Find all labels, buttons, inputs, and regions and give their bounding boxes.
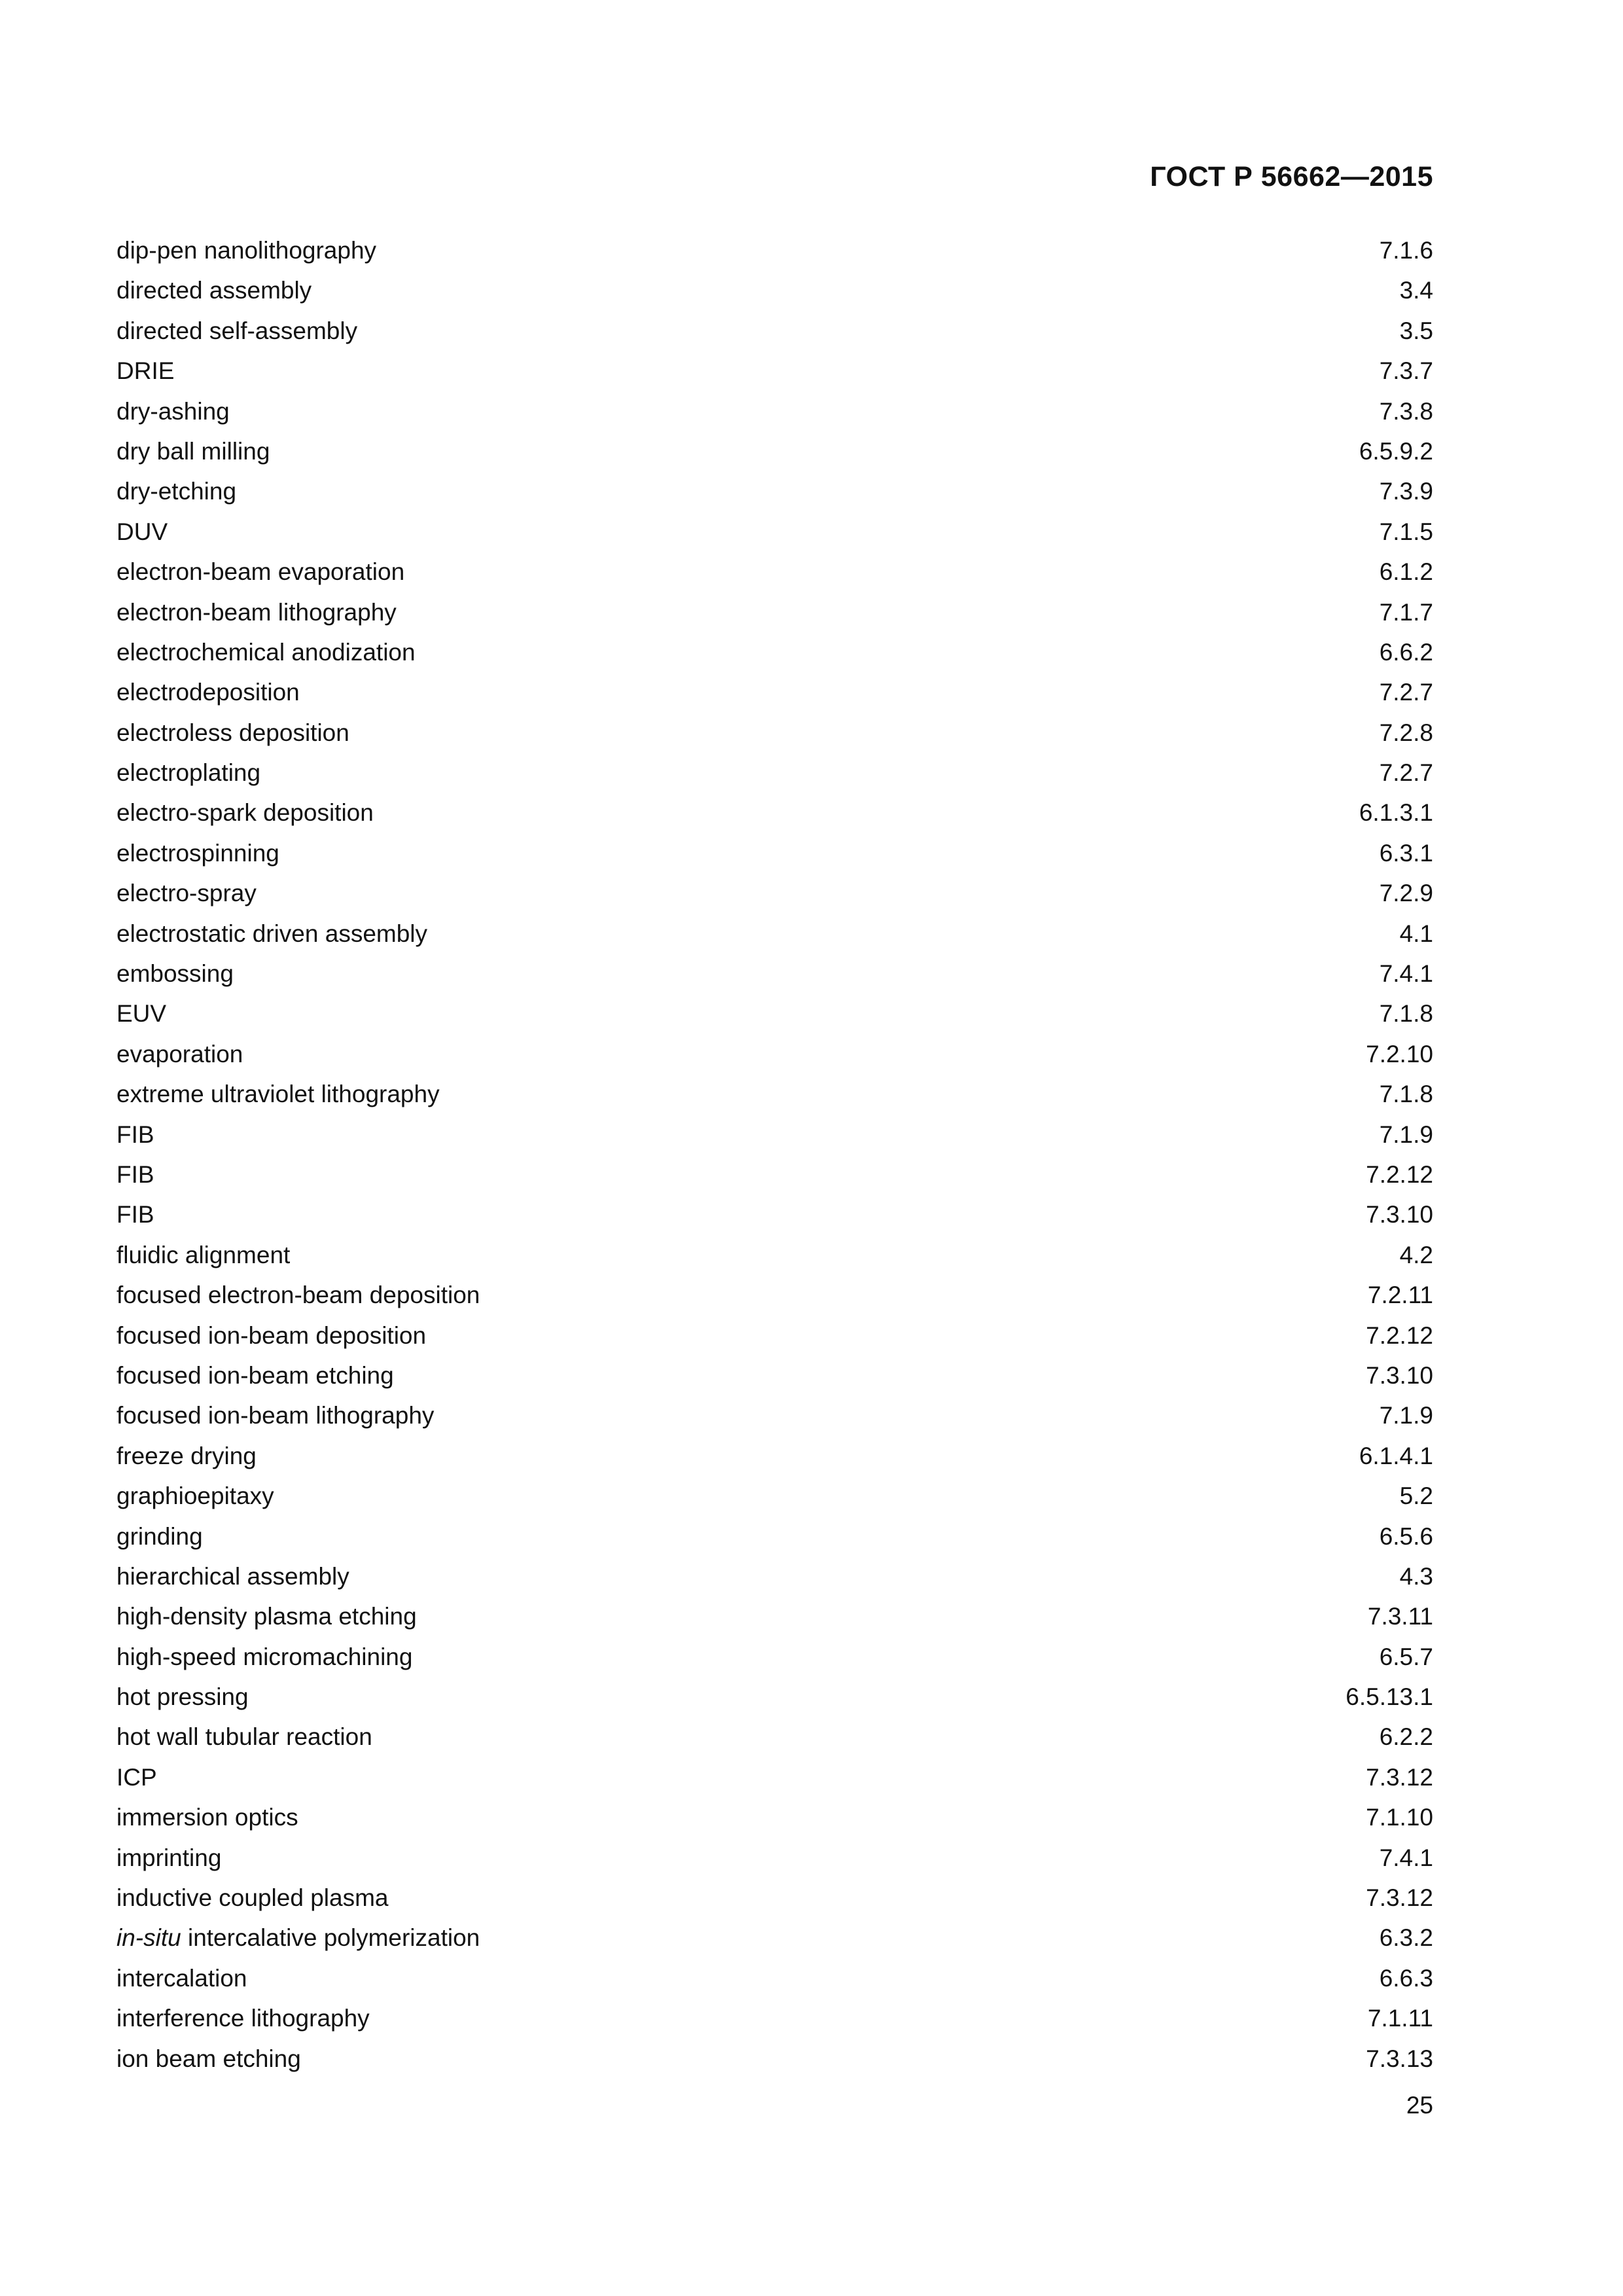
index-section-ref: 7.3.13 bbox=[1366, 2045, 1433, 2072]
index-entry bbox=[116, 1757, 1433, 1797]
index-entry bbox=[116, 1074, 1433, 1114]
index-section-ref: 4.3 bbox=[1399, 1562, 1433, 1590]
index-term: freeze drying bbox=[116, 1442, 257, 1469]
index-entry bbox=[116, 230, 1433, 270]
index-term: FIB bbox=[116, 1121, 154, 1148]
index-term: fluidic alignment bbox=[116, 1241, 291, 1268]
index-term: hot wall tubular reaction bbox=[116, 1723, 372, 1751]
index-section-ref: 4.2 bbox=[1399, 1241, 1433, 1268]
index-section-ref: 7.1.8 bbox=[1379, 1000, 1433, 1028]
index-term-italic: in-situ bbox=[116, 1924, 181, 1952]
index-section-ref: 6.5.6 bbox=[1379, 1522, 1433, 1550]
index-term: dry-ashing bbox=[116, 397, 230, 425]
index-section-ref: 7.3.12 bbox=[1366, 1884, 1433, 1912]
index-entry bbox=[116, 1115, 1433, 1155]
index-term: grinding bbox=[116, 1522, 203, 1550]
index-entry bbox=[116, 914, 1433, 954]
index-entry bbox=[116, 672, 1433, 712]
index-section-ref: 7.1.11 bbox=[1367, 2005, 1433, 2032]
index-term: FIB bbox=[116, 1201, 154, 1229]
index-term: immersion optics bbox=[116, 1804, 298, 1831]
index-entry bbox=[116, 1355, 1433, 1395]
index-entry bbox=[116, 1717, 1433, 1757]
index-entry bbox=[116, 1034, 1433, 1074]
index-term: focused ion-beam deposition bbox=[116, 1321, 427, 1349]
index-section-ref: 7.1.5 bbox=[1379, 518, 1433, 545]
index-term: ICP bbox=[116, 1763, 157, 1791]
index-term: electroless deposition bbox=[116, 719, 349, 746]
index-term: EUV bbox=[116, 1000, 167, 1028]
index-section-ref: 7.4.1 bbox=[1379, 960, 1433, 988]
index-section-ref: 7.2.10 bbox=[1366, 1040, 1433, 1067]
index-entry bbox=[116, 351, 1433, 391]
index-entry bbox=[116, 1194, 1433, 1234]
index-section-ref: 7.1.9 bbox=[1379, 1121, 1433, 1148]
index-entry bbox=[116, 1436, 1433, 1476]
index-term: high-density plasma etching bbox=[116, 1603, 417, 1630]
index-section-ref: 7.1.6 bbox=[1379, 237, 1433, 264]
index-term: electro-spray bbox=[116, 880, 257, 907]
index-section-ref: 7.2.8 bbox=[1379, 719, 1433, 746]
index-section-ref: 6.5.13.1 bbox=[1346, 1683, 1433, 1711]
index-term: dry-etching bbox=[116, 478, 237, 505]
index-entry bbox=[116, 431, 1433, 471]
index-section-ref: 6.3.1 bbox=[1379, 839, 1433, 867]
index-section-ref: 3.4 bbox=[1399, 277, 1433, 304]
document-header: ГОСТ Р 56662—2015 bbox=[1150, 161, 1433, 192]
index-entry bbox=[116, 1998, 1433, 2038]
index-section-ref: 6.6.3 bbox=[1379, 1964, 1433, 1992]
index-section-ref: 4.1 bbox=[1399, 920, 1433, 947]
index-section-ref: 7.3.10 bbox=[1366, 1361, 1433, 1389]
index-term: DUV bbox=[116, 518, 168, 545]
index-entry bbox=[116, 753, 1433, 793]
index-entry bbox=[116, 2039, 1433, 2079]
index-term: electrochemical anodization bbox=[116, 638, 416, 666]
index-section-ref: 7.3.8 bbox=[1379, 397, 1433, 425]
index-entry bbox=[116, 1476, 1433, 1516]
index-section-ref: 7.3.10 bbox=[1366, 1201, 1433, 1229]
index-entry bbox=[116, 270, 1433, 310]
index-term: DRIE bbox=[116, 357, 175, 385]
index-entry bbox=[116, 793, 1433, 833]
index-section-ref: 6.3.2 bbox=[1379, 1924, 1433, 1952]
index-entry bbox=[116, 592, 1433, 632]
index-section-ref: 7.1.10 bbox=[1366, 1804, 1433, 1831]
index-term: dip-pen nanolithography bbox=[116, 237, 377, 264]
index-entry bbox=[116, 1395, 1433, 1435]
index-term: focused ion-beam etching bbox=[116, 1361, 394, 1389]
index-entry bbox=[116, 632, 1433, 672]
index-entry bbox=[116, 1797, 1433, 1837]
index-entry bbox=[116, 471, 1433, 511]
index-section-ref: 7.3.11 bbox=[1367, 1603, 1433, 1630]
index-term: focused ion-beam lithography bbox=[116, 1402, 435, 1429]
index-term: electron-beam lithography bbox=[116, 598, 397, 626]
index-term: FIB bbox=[116, 1160, 154, 1188]
index-term: electrodeposition bbox=[116, 679, 300, 706]
index-entry bbox=[116, 311, 1433, 351]
index-term: embossing bbox=[116, 960, 234, 988]
index-entry bbox=[116, 1918, 1433, 1958]
index-section-ref: 7.1.9 bbox=[1379, 1402, 1433, 1429]
index-term: electron-beam evaporation bbox=[116, 558, 405, 586]
index-entry bbox=[116, 1516, 1433, 1556]
index-term: inductive coupled plasma bbox=[116, 1884, 389, 1912]
index-section-ref: 7.2.12 bbox=[1366, 1321, 1433, 1349]
index-section-ref: 7.2.7 bbox=[1379, 759, 1433, 787]
index-section-ref: 7.3.9 bbox=[1379, 478, 1433, 505]
index-term: extreme ultraviolet lithography bbox=[116, 1081, 440, 1108]
index-entry bbox=[116, 1677, 1433, 1717]
index-term: dry ball milling bbox=[116, 437, 270, 465]
index-entry bbox=[116, 1155, 1433, 1194]
index-section-ref: 6.1.2 bbox=[1379, 558, 1433, 586]
index-section-ref: 7.1.8 bbox=[1379, 1081, 1433, 1108]
index-term: hot pressing bbox=[116, 1683, 249, 1711]
index-term: intercalation bbox=[116, 1964, 247, 1992]
index-section-ref: 6.2.2 bbox=[1379, 1723, 1433, 1751]
index-section-ref: 3.5 bbox=[1399, 317, 1433, 344]
index-term-rest: intercalative polymerization bbox=[181, 1924, 480, 1952]
index-entry bbox=[116, 873, 1433, 913]
index-section-ref: 7.3.12 bbox=[1366, 1763, 1433, 1791]
index-list bbox=[116, 230, 1433, 2079]
index-section-ref: 7.1.7 bbox=[1379, 598, 1433, 626]
index-term: high-speed micromachining bbox=[116, 1643, 413, 1670]
index-entry bbox=[116, 1235, 1433, 1275]
index-term: focused electron-beam deposition bbox=[116, 1282, 480, 1309]
index-term: electro-spark deposition bbox=[116, 799, 374, 827]
index-section-ref: 6.6.2 bbox=[1379, 638, 1433, 666]
index-term: electrostatic driven assembly bbox=[116, 920, 428, 947]
index-section-ref: 6.5.9.2 bbox=[1359, 437, 1433, 465]
index-term: evaporation bbox=[116, 1040, 243, 1067]
index-section-ref: 7.2.12 bbox=[1366, 1160, 1433, 1188]
index-entry bbox=[116, 1878, 1433, 1918]
index-section-ref: 6.5.7 bbox=[1379, 1643, 1433, 1670]
index-section-ref: 7.2.7 bbox=[1379, 679, 1433, 706]
index-section-ref: 5.2 bbox=[1399, 1482, 1433, 1510]
index-term: imprinting bbox=[116, 1844, 222, 1871]
index-entry bbox=[116, 994, 1433, 1033]
index-entry bbox=[116, 391, 1433, 431]
index-entry bbox=[116, 1275, 1433, 1315]
index-entry bbox=[116, 552, 1433, 592]
index-term: electroplating bbox=[116, 759, 261, 787]
page-number: 25 bbox=[1406, 2092, 1433, 2119]
index-section-ref: 6.1.3.1 bbox=[1359, 799, 1433, 827]
index-entry bbox=[116, 1838, 1433, 1878]
index-term: directed self-assembly bbox=[116, 317, 358, 344]
index-entry bbox=[116, 954, 1433, 994]
index-term bbox=[116, 1918, 480, 1958]
index-term: hierarchical assembly bbox=[116, 1562, 349, 1590]
index-term: interference lithography bbox=[116, 2005, 370, 2032]
index-entry bbox=[116, 833, 1433, 873]
index-entry bbox=[116, 512, 1433, 552]
index-term: graphioepitaxy bbox=[116, 1482, 274, 1510]
index-term: electrospinning bbox=[116, 839, 279, 867]
index-section-ref: 7.4.1 bbox=[1379, 1844, 1433, 1871]
index-entry bbox=[116, 1556, 1433, 1596]
index-section-ref: 7.2.9 bbox=[1379, 880, 1433, 907]
index-entry bbox=[116, 1316, 1433, 1355]
index-entry bbox=[116, 1637, 1433, 1677]
index-term: directed assembly bbox=[116, 277, 312, 304]
index-entry bbox=[116, 1596, 1433, 1636]
index-entry bbox=[116, 1958, 1433, 1998]
index-section-ref: 7.3.7 bbox=[1379, 357, 1433, 385]
index-term: ion beam etching bbox=[116, 2045, 301, 2072]
index-section-ref: 7.2.11 bbox=[1367, 1282, 1433, 1309]
index-section-ref: 6.1.4.1 bbox=[1359, 1442, 1433, 1469]
index-entry bbox=[116, 713, 1433, 753]
